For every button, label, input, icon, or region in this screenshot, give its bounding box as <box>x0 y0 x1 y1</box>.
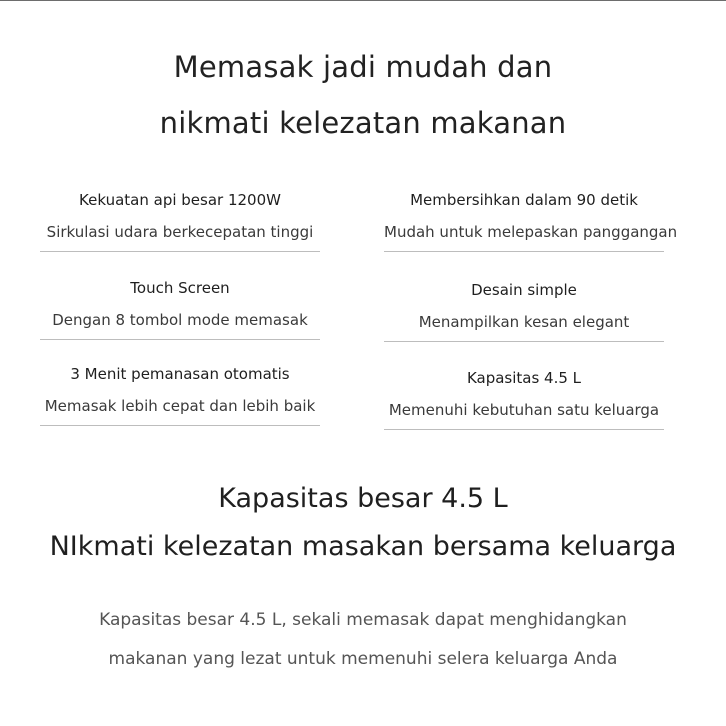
feature-underline <box>40 339 320 340</box>
feature-cleaning <box>384 190 678 252</box>
headline-line-1: Memasak jadi mudah dan <box>173 50 553 84</box>
feature-subtitle: Memenuhi kebutuhan satu keluarga <box>388 401 660 419</box>
feature-subtitle: Mudah untuk melepaskan panggangan <box>384 223 678 241</box>
feature-subtitle: Memasak lebih cepat dan lebih baik <box>44 397 316 415</box>
feature-title: Membersihkan dalam 90 detik <box>410 191 638 209</box>
feature-title: Touch Screen <box>130 279 230 297</box>
feature-preheat <box>40 364 320 426</box>
feature-title: 3 Menit pemanasan otomatis <box>70 365 290 383</box>
feature-subtitle: Menampilkan kesan elegant <box>418 313 630 331</box>
feature-underline <box>384 251 664 252</box>
capacity-description-line-1: Kapasitas besar 4.5 L, sekali memasak dapat menghidangkan <box>99 610 627 630</box>
top-divider <box>0 0 726 1</box>
feature-fire-power <box>40 190 320 252</box>
feature-subtitle: Sirkulasi udara berkecepatan tinggi <box>46 223 314 241</box>
feature-underline <box>384 341 664 342</box>
feature-capacity <box>384 368 664 430</box>
feature-underline <box>384 429 664 430</box>
capacity-description-line-2: makanan yang lezat untuk memenuhi selera keluarga Anda <box>108 649 618 669</box>
feature-title: Kekuatan api besar 1200W <box>79 191 281 209</box>
feature-title: Kapasitas 4.5 L <box>466 369 582 387</box>
feature-design <box>384 280 664 342</box>
feature-underline <box>40 425 320 426</box>
capacity-heading: Kapasitas besar 4.5 L <box>218 483 508 514</box>
capacity-tagline: NIkmati kelezatan masakan bersama keluarga <box>49 531 677 562</box>
feature-underline <box>40 251 320 252</box>
feature-touch-screen <box>40 278 320 340</box>
headline-line-2: nikmati kelezatan makanan <box>159 106 567 140</box>
feature-title: Desain simple <box>471 281 577 299</box>
feature-subtitle: Dengan 8 tombol mode memasak <box>52 311 308 329</box>
